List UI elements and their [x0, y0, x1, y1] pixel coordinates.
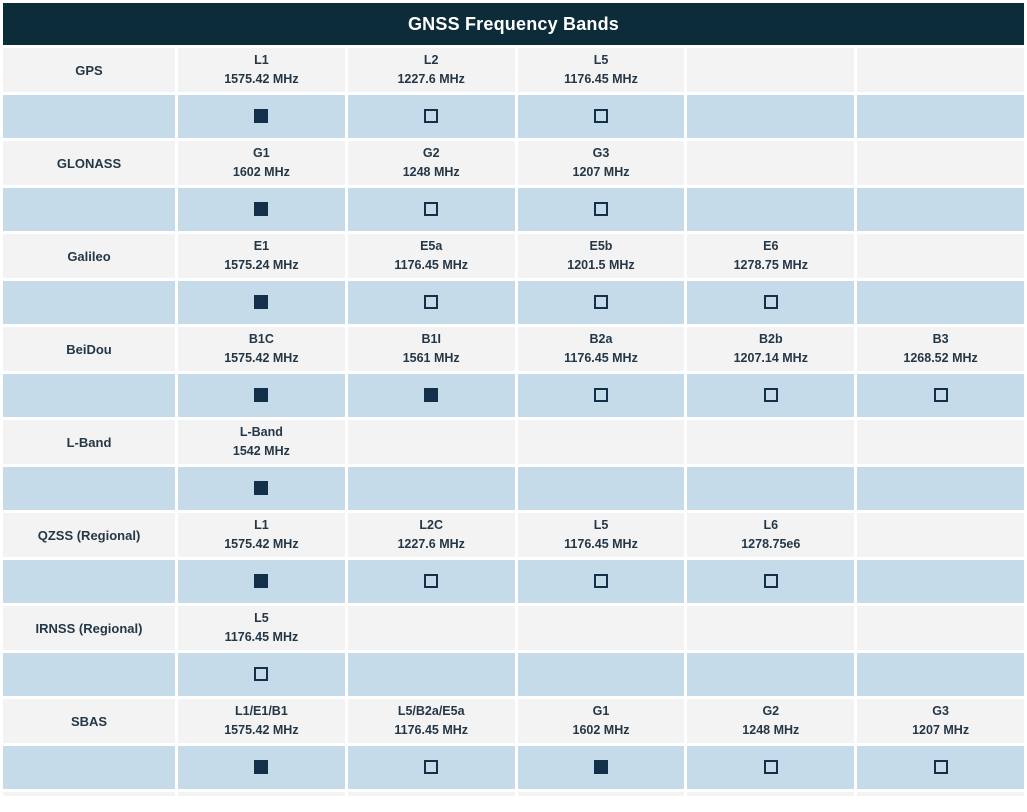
cutoff-cell [518, 792, 685, 796]
table-header-row [3, 3, 1024, 45]
band-cell [687, 327, 854, 371]
checkbox-unchecked-icon[interactable] [764, 574, 778, 588]
checkbox-cell[interactable] [178, 281, 345, 324]
checkbox-cell[interactable] [348, 560, 515, 603]
checkbox-cell[interactable] [178, 653, 345, 696]
band-cell [518, 606, 685, 650]
checkbox-cell[interactable] [348, 374, 515, 417]
band-frequency: 1575.42 MHz [224, 351, 299, 365]
checkbox-cell[interactable] [348, 188, 515, 231]
band-frequency: 1575.42 MHz [224, 72, 299, 86]
checkbox-cell [857, 281, 1024, 324]
band-name: B1C [248, 332, 274, 347]
cutoff-cell [857, 792, 1024, 796]
band-name: G3 [932, 704, 949, 719]
band-cell [178, 234, 345, 278]
band-name: L5 [593, 53, 609, 68]
checkbox-cell [518, 467, 685, 510]
band-cell [687, 234, 854, 278]
band-frequency: 1575.24 MHz [224, 258, 299, 272]
band-cell [518, 327, 685, 371]
band-frequency: 1602 MHz [232, 165, 290, 179]
band-name: L-Band [239, 425, 283, 440]
band-cell [348, 141, 515, 185]
band-cell [178, 48, 345, 92]
checkbox-cell[interactable] [348, 95, 515, 138]
band-cell [857, 141, 1024, 185]
band-cell [687, 141, 854, 185]
band-name: L5 [593, 518, 609, 533]
checkbox-row-label-spacer [3, 281, 175, 324]
checkbox-cell[interactable] [687, 560, 854, 603]
band-cell [178, 606, 345, 650]
checkbox-cell[interactable] [518, 281, 685, 324]
checkbox-cell [687, 653, 854, 696]
checkbox-cell [348, 653, 515, 696]
band-cell [178, 141, 345, 185]
band-name: L2C [419, 518, 443, 533]
system-checkbox-row [3, 746, 1024, 789]
band-cell [518, 420, 685, 464]
band-cell [857, 513, 1024, 557]
band-cell [518, 141, 685, 185]
checkbox-cell [857, 653, 1024, 696]
system-label-irnss-regional: IRNSS (Regional) [3, 606, 175, 650]
band-cell [857, 48, 1024, 92]
band-frequency: 1227.6 MHz [397, 537, 465, 551]
system-band-row [3, 234, 1024, 278]
checkbox-cell [857, 560, 1024, 603]
band-cell [857, 234, 1024, 278]
system-band-row [3, 48, 1024, 92]
cutoff-cell [348, 792, 515, 796]
band-frequency: 1207 MHz [572, 165, 630, 179]
checkbox-checked-icon[interactable] [254, 760, 268, 774]
checkbox-unchecked-icon[interactable] [764, 295, 778, 309]
band-cell [348, 327, 515, 371]
checkbox-unchecked-icon[interactable] [424, 295, 438, 309]
band-frequency: 1207.14 MHz [733, 351, 808, 365]
checkbox-cell[interactable] [178, 95, 345, 138]
checkbox-cell [348, 467, 515, 510]
system-checkbox-row [3, 560, 1024, 603]
band-name: L1/E1/B1 [234, 704, 288, 719]
system-label-galileo: Galileo [3, 234, 175, 278]
checkbox-checked-icon[interactable] [254, 388, 268, 402]
band-frequency: 1248 MHz [402, 165, 460, 179]
checkbox-unchecked-icon[interactable] [254, 667, 268, 681]
system-band-row [3, 327, 1024, 371]
checkbox-cell [857, 95, 1024, 138]
band-name: L2 [423, 53, 439, 68]
checkbox-cell [857, 467, 1024, 510]
band-name: E1 [253, 239, 270, 254]
band-cell [348, 699, 515, 743]
checkbox-cell [687, 467, 854, 510]
checkbox-checked-icon[interactable] [254, 481, 268, 495]
band-name: B2a [589, 332, 613, 347]
checkbox-cell [857, 188, 1024, 231]
checkbox-cell[interactable] [687, 374, 854, 417]
checkbox-cell[interactable] [857, 374, 1024, 417]
checkbox-checked-icon[interactable] [254, 202, 268, 216]
cutoff-cell [3, 792, 175, 796]
band-cell [518, 48, 685, 92]
band-cell [178, 513, 345, 557]
checkbox-unchecked-icon[interactable] [424, 202, 438, 216]
checkbox-cell[interactable] [857, 746, 1024, 789]
band-cell [348, 606, 515, 650]
band-name: L1 [254, 53, 269, 68]
band-cell [687, 420, 854, 464]
checkbox-row-label-spacer [3, 188, 175, 231]
band-frequency: 1248 MHz [742, 723, 800, 737]
band-frequency: 1207 MHz [912, 723, 970, 737]
checkbox-cell[interactable] [687, 281, 854, 324]
checkbox-unchecked-icon[interactable] [424, 760, 438, 774]
cutoff-cell [178, 792, 345, 796]
band-cell [178, 327, 345, 371]
band-cell [178, 420, 345, 464]
band-name: L5 [254, 611, 269, 626]
band-cell [857, 327, 1024, 371]
system-checkbox-row [3, 188, 1024, 231]
system-label-glonass: GLONASS [3, 141, 175, 185]
checkbox-cell[interactable] [178, 374, 345, 417]
band-frequency: 1201.5 MHz [567, 258, 635, 272]
system-label-qzss-regional: QZSS (Regional) [3, 513, 175, 557]
gnss-table-body [3, 3, 1024, 796]
system-checkbox-row [3, 374, 1024, 417]
checkbox-cell[interactable] [518, 188, 685, 231]
band-name: E5b [589, 239, 613, 254]
checkbox-unchecked-icon[interactable] [764, 760, 778, 774]
band-frequency: 1176.45 MHz [564, 351, 638, 365]
band-frequency: 1542 MHz [232, 444, 290, 458]
checkbox-unchecked-icon[interactable] [934, 388, 948, 402]
checkbox-unchecked-icon[interactable] [424, 109, 438, 123]
checkbox-row-label-spacer [3, 95, 175, 138]
checkbox-checked-icon[interactable] [424, 388, 438, 402]
system-checkbox-row [3, 467, 1024, 510]
checkbox-unchecked-icon[interactable] [764, 388, 778, 402]
system-label-gps: GPS [3, 48, 175, 92]
checkbox-row-label-spacer [3, 560, 175, 603]
checkbox-cell[interactable] [178, 188, 345, 231]
band-name: G1 [592, 704, 610, 719]
band-name: L6 [763, 518, 779, 533]
band-name: L5/B2a/E5a [397, 704, 465, 719]
checkbox-cell[interactable] [348, 746, 515, 789]
band-cell [518, 699, 685, 743]
band-frequency: 1575.42 MHz [224, 537, 299, 551]
band-frequency: 1176.45 MHz [224, 630, 299, 644]
band-name: G1 [253, 146, 270, 161]
band-frequency: 1278.75 MHz [733, 258, 808, 272]
checkbox-unchecked-icon[interactable] [594, 388, 608, 402]
checkbox-row-label-spacer [3, 653, 175, 696]
table-title: GNSS Frequency Bands [3, 3, 1024, 45]
band-cell [178, 699, 345, 743]
checkbox-cell [687, 95, 854, 138]
checkbox-cell[interactable] [518, 95, 685, 138]
checkbox-unchecked-icon[interactable] [594, 109, 608, 123]
band-name: B2b [758, 332, 783, 347]
system-band-row [3, 513, 1024, 557]
system-label-l-band: L-Band [3, 420, 175, 464]
band-cell [857, 699, 1024, 743]
checkbox-row-label-spacer [3, 746, 175, 789]
checkbox-unchecked-icon[interactable] [594, 295, 608, 309]
band-frequency: 1268.52 MHz [903, 351, 978, 365]
checkbox-checked-icon[interactable] [254, 295, 268, 309]
band-frequency: 1602 MHz [572, 723, 630, 737]
checkbox-unchecked-icon[interactable] [934, 760, 948, 774]
band-frequency: 1176.45 MHz [564, 72, 638, 86]
band-frequency: 1176.45 MHz [394, 723, 469, 737]
band-frequency: 1561 MHz [402, 351, 460, 365]
checkbox-unchecked-icon[interactable] [594, 202, 608, 216]
band-frequency: 1575.42 MHz [224, 723, 299, 737]
checkbox-checked-icon[interactable] [254, 574, 268, 588]
checkbox-cell[interactable] [518, 374, 685, 417]
checkbox-unchecked-icon[interactable] [594, 574, 608, 588]
checkbox-checked-icon[interactable] [594, 760, 608, 774]
band-name: L1 [254, 518, 269, 533]
system-label-beidou: BeiDou [3, 327, 175, 371]
band-cell [518, 234, 685, 278]
checkbox-unchecked-icon[interactable] [424, 574, 438, 588]
band-cell [687, 48, 854, 92]
system-checkbox-row [3, 281, 1024, 324]
band-cell [348, 513, 515, 557]
system-checkbox-row [3, 95, 1024, 138]
band-cell [857, 606, 1024, 650]
checkbox-cell[interactable] [348, 281, 515, 324]
band-cell [348, 48, 515, 92]
system-band-row [3, 141, 1024, 185]
checkbox-cell[interactable] [178, 467, 345, 510]
cutoff-partial-row [3, 792, 1024, 796]
band-cell [687, 513, 854, 557]
band-name: G2 [762, 704, 780, 719]
band-frequency: 1176.45 MHz [394, 258, 469, 272]
checkbox-cell[interactable] [178, 746, 345, 789]
checkbox-row-label-spacer [3, 467, 175, 510]
band-cell [518, 513, 685, 557]
checkbox-cell [687, 188, 854, 231]
band-cell [348, 420, 515, 464]
band-name: B1I [421, 332, 441, 347]
band-name: G2 [422, 146, 440, 161]
system-label-sbas: SBAS [3, 699, 175, 743]
checkbox-row-label-spacer [3, 374, 175, 417]
band-name: E6 [763, 239, 779, 254]
checkbox-cell[interactable] [518, 560, 685, 603]
checkbox-checked-icon[interactable] [254, 109, 268, 123]
band-cell [687, 606, 854, 650]
checkbox-cell [518, 653, 685, 696]
band-cell [687, 699, 854, 743]
band-name: E5a [420, 239, 443, 254]
checkbox-cell[interactable] [518, 746, 685, 789]
system-checkbox-row [3, 653, 1024, 696]
band-frequency: 1227.6 MHz [397, 72, 465, 86]
checkbox-cell[interactable] [687, 746, 854, 789]
band-frequency: 1176.45 MHz [564, 537, 638, 551]
checkbox-cell[interactable] [178, 560, 345, 603]
band-cell [857, 420, 1024, 464]
system-band-row [3, 606, 1024, 650]
band-name: G3 [592, 146, 610, 161]
system-band-row [3, 420, 1024, 464]
cutoff-cell [687, 792, 854, 796]
band-name: B3 [932, 332, 949, 347]
band-cell [348, 234, 515, 278]
band-frequency: 1278.75e6 [741, 537, 801, 551]
system-band-row [3, 699, 1024, 743]
